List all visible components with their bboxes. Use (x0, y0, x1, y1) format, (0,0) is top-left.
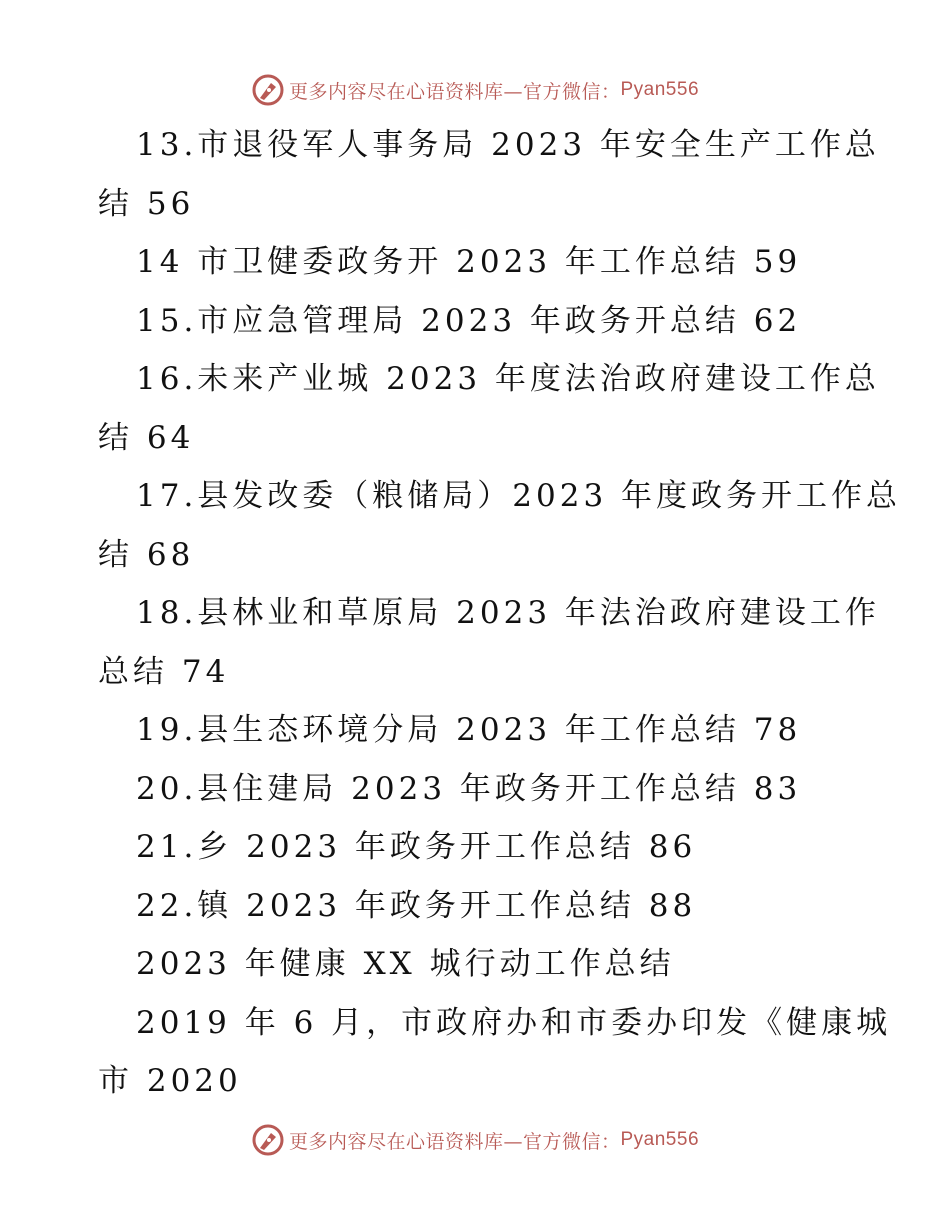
text-line: 2023 年健康 XX 城行动工作总结 (136, 946, 675, 982)
text-line: 22.镇 2023 年政务开工作总结 88 (136, 887, 697, 924)
watermark-text: 更多内容尽在心语资料库—官方微信： (288, 80, 621, 103)
watermark-text: 更多内容尽在心语资料库—官方微信： (288, 1130, 621, 1153)
pen-nib-icon (251, 73, 285, 107)
text-line: 14 市卫健委政务开 2023 年工作总结 59 (136, 244, 802, 280)
text-line: 20.县住建局 2023 年政务开工作总结 83 (136, 770, 802, 807)
toc-content (0, 116, 950, 1111)
text-line: 16.未来产业城 2023 年度法治政府建设工作总 (136, 361, 880, 397)
watermark-id: Pyan556 (620, 79, 700, 100)
text-line: 2019 年 6 月，市政府办和市委办印发《健康城 (136, 1004, 892, 1041)
watermark-id: Pyan556 (620, 1129, 700, 1150)
text-line: 总结 74 (98, 653, 230, 690)
text-line: 21.乡 2023 年政务开工作总结 86 (136, 829, 697, 865)
text-line: 19.县生态环境分局 2023 年工作总结 78 (136, 712, 802, 748)
text-line: 结 56 (98, 185, 195, 222)
text-line: 17.县发改委（粮储局）2023 年度政务开工作总 (136, 478, 902, 514)
text-line: 13.市退役军人事务局 2023 年安全生产工作总 (136, 127, 880, 163)
watermark-footer (0, 1120, 950, 1160)
text-line: 结 68 (98, 536, 195, 573)
text-line: 15.市应急管理局 2023 年政务开总结 62 (136, 302, 802, 339)
pen-nib-icon (251, 1123, 285, 1157)
text-line: 18.县林业和草原局 2023 年法治政府建设工作 (136, 595, 880, 631)
watermark-header (0, 70, 950, 110)
text-line: 结 64 (98, 419, 195, 456)
text-line: 市 2020 (98, 1063, 242, 1099)
